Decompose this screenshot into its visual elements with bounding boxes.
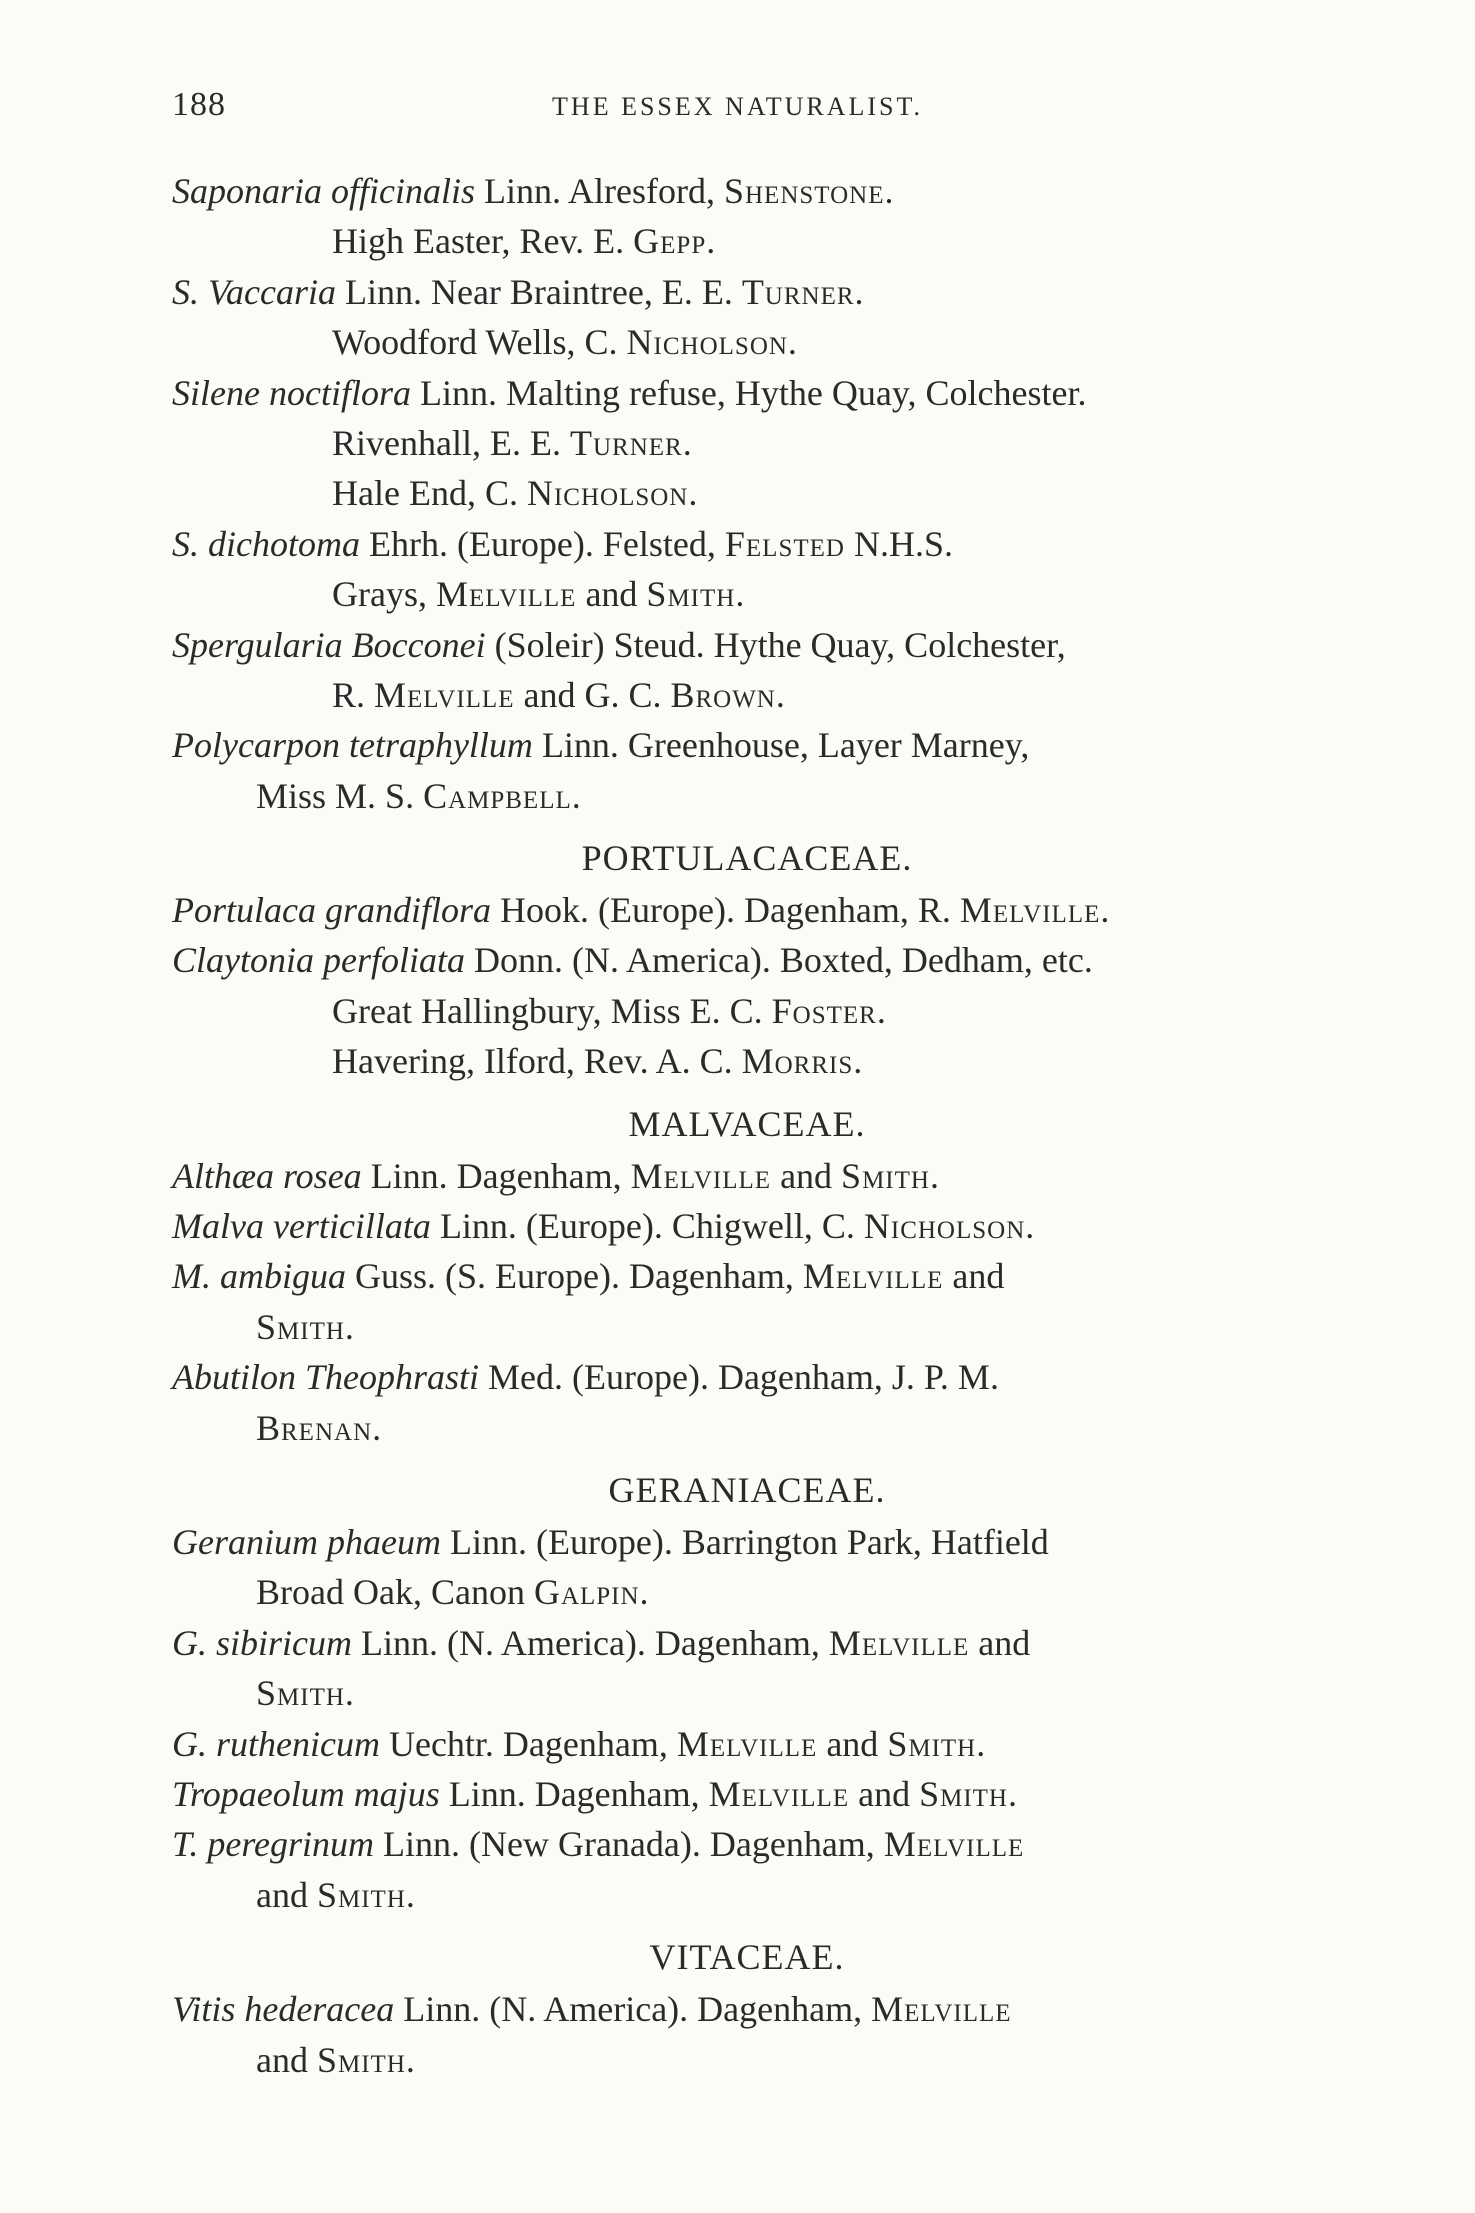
recorder-name: Smith. <box>919 1773 1018 1814</box>
entry-continuation <box>172 1870 1322 1920</box>
recorder-name: Smith. <box>256 1306 355 1347</box>
entry-text: Hale End, C. <box>332 473 527 514</box>
entry-text: Linn. (Europe). Chigwell, C. <box>430 1206 864 1247</box>
entry-continuation <box>172 986 1322 1036</box>
entry-continuation <box>172 1567 1322 1617</box>
recorder-name: Galpin. <box>533 1572 650 1613</box>
page-body <box>172 166 1322 2085</box>
entry-text: and <box>771 1155 842 1196</box>
species-name: Portulaca grandiflora <box>172 890 492 931</box>
entry-continuation <box>172 468 1322 518</box>
entry-text: and <box>969 1622 1031 1663</box>
species-name: Silene noctiflora <box>172 372 411 413</box>
species-name: Malva verticillata <box>172 1206 431 1247</box>
recorder-name: Smith. <box>887 1723 987 1764</box>
entry-text: Linn. Alresford, <box>475 171 724 211</box>
entry-text: Woodford Wells, C. <box>332 322 627 363</box>
entry-claytonia <box>172 935 1322 985</box>
entry-text: Broad Oak, Canon <box>256 1572 534 1613</box>
entry-text: and <box>849 1773 920 1814</box>
section-heading-portulacaceae: PORTULACACEAE. <box>581 838 913 879</box>
entry-text: Ehrh. (Europe). Felsted, <box>359 523 725 564</box>
page-number: 188 <box>172 86 226 123</box>
entry-text: Grays, <box>332 574 436 615</box>
recorder-name: Morris. <box>741 1041 864 1082</box>
entry-text: High Easter, Rev. E. <box>332 221 634 262</box>
section-heading-vitaceae: VITACEAE. <box>649 1937 845 1978</box>
entry-text: Hook. (Europe). Dagenham, R. <box>491 890 960 931</box>
recorder-name: Melville <box>828 1622 970 1663</box>
entry-text: Linn. Malting refuse, Hythe Quay, Colchester. <box>410 372 1087 413</box>
section-heading-malvaceae: MALVACEAE. <box>628 1103 866 1144</box>
entry-polycarpon <box>172 720 1322 770</box>
entry-text: and <box>576 574 647 615</box>
recorder-name: Nicholson. <box>526 473 699 514</box>
species-name: Vitis hederacea <box>172 1989 395 2030</box>
entry-silene <box>172 368 1322 418</box>
entry-text: and <box>943 1256 1005 1297</box>
species-name: Tropaeolum majus <box>172 1773 440 1814</box>
recorder-name: Melville <box>435 574 577 615</box>
entry-althaea <box>172 1151 1322 1201</box>
entry-text: Linn. Dagenham, <box>361 1155 631 1196</box>
entry-text: Linn. Dagenham, <box>439 1773 709 1814</box>
running-header <box>0 86 1475 126</box>
recorder-name: Turner. <box>741 271 865 312</box>
entry-vitis <box>172 1984 1322 2034</box>
entry-text: R. <box>332 674 375 715</box>
entry-continuation <box>172 670 1322 720</box>
recorder-name: Felsted <box>724 523 845 564</box>
recorder-name: Shenstone. <box>723 171 895 211</box>
recorder-name: Turner. <box>569 422 693 463</box>
entry-text: and G. C. <box>514 674 671 715</box>
entry-text: Great Hallingbury, Miss E. C. <box>332 990 772 1031</box>
recorder-name: Melville <box>802 1256 944 1297</box>
entry-vaccaria <box>172 267 1322 317</box>
entry-continuation <box>172 1403 1322 1453</box>
entry-text: N.H.S. <box>844 523 953 564</box>
entry-dichotoma <box>172 519 1322 569</box>
running-title: THE ESSEX NATURALIST. <box>552 92 923 121</box>
entry-geranium-phaeum <box>172 1517 1322 1567</box>
entry-continuation <box>172 2035 1322 2085</box>
species-name: Geranium phaeum <box>172 1521 441 1562</box>
recorder-name: Melville <box>871 1989 1012 2030</box>
entry-continuation <box>172 317 1322 367</box>
entry-text: Guss. (S. Europe). Dagenham, <box>346 1256 803 1297</box>
species-name: G. sibiricum <box>172 1622 352 1663</box>
entry-ambigua <box>172 1251 1322 1301</box>
recorder-name: Foster. <box>771 990 887 1031</box>
recorder-name: Brown. <box>670 674 786 715</box>
entry-continuation <box>172 1668 1322 1718</box>
recorder-name: Smith. <box>256 1673 355 1714</box>
entry-continuation <box>172 1302 1322 1352</box>
recorder-name: Campbell. <box>423 775 582 816</box>
entry-text: Havering, Ilford, Rev. A. C. <box>332 1041 742 1082</box>
entry-peregrinum <box>172 1819 1322 1869</box>
recorder-name: Smith. <box>316 1874 416 1915</box>
entry-sibiricum <box>172 1618 1322 1668</box>
recorder-name: Melville <box>374 674 515 715</box>
entry-continuation <box>172 771 1322 821</box>
section-heading-geraniaceae: GERANIACEAE. <box>608 1469 886 1510</box>
species-name: Althæa rosea <box>172 1155 362 1196</box>
species-name: Abutilon Theophrasti <box>172 1357 480 1398</box>
entry-text: Linn. (New Granada). Dagenham, <box>374 1824 884 1865</box>
species-name: M. ambigua <box>172 1256 346 1297</box>
entry-text: Linn. (N. America). Dagenham, <box>352 1622 829 1663</box>
entry-tropaeolum <box>172 1769 1322 1819</box>
entry-text: (Soleir) Steud. Hythe Quay, Colchester, <box>485 624 1066 665</box>
recorder-name: Melville <box>708 1773 850 1814</box>
entry-spergularia <box>172 620 1322 670</box>
species-name: Polycarpon tetraphyllum <box>172 725 533 766</box>
entry-text: Linn. Near Braintree, E. E. <box>335 271 742 312</box>
recorder-name: Gepp. <box>633 221 717 262</box>
entry-text: and <box>256 1874 317 1915</box>
entry-text: Uechtr. Dagenham, <box>379 1723 677 1764</box>
entry-text: Linn. (Europe). Barrington Park, Hatfield <box>440 1521 1049 1562</box>
recorder-name: Melville <box>883 1824 1025 1865</box>
species-name: S. Vaccaria <box>172 271 336 312</box>
species-name: G. ruthenicum <box>172 1723 380 1764</box>
entry-text: Med. (Europe). Dagenham, J. P. M. <box>479 1357 999 1398</box>
entry-text: and <box>817 1723 888 1764</box>
recorder-name: Smith. <box>316 2039 416 2080</box>
entry-text: Linn. (N. America). Dagenham, <box>394 1989 872 2030</box>
entry-malva <box>172 1201 1322 1251</box>
entry-text: Rivenhall, E. E. <box>332 422 570 463</box>
entry-continuation <box>172 418 1322 468</box>
entry-text: Miss M. S. <box>256 775 424 816</box>
entry-portulaca <box>172 885 1322 935</box>
entry-saponaria <box>172 166 1322 216</box>
recorder-name: Melville <box>630 1155 772 1196</box>
recorder-name: Melville <box>676 1723 818 1764</box>
recorder-name: Brenan. <box>256 1407 383 1448</box>
species-name: Spergularia Bocconei <box>172 624 486 665</box>
entry-continuation <box>172 1036 1322 1086</box>
species-name: Saponaria officinalis <box>172 171 476 211</box>
recorder-name: Nicholson. <box>626 322 798 363</box>
entry-ruthenicum <box>172 1719 1322 1769</box>
species-name: T. peregrinum <box>172 1824 374 1865</box>
recorder-name: Melville. <box>959 890 1111 931</box>
entry-abutilon <box>172 1352 1322 1402</box>
species-name: Claytonia perfoliata <box>172 940 465 981</box>
recorder-name: Smith. <box>841 1155 940 1196</box>
entry-continuation <box>172 216 1322 266</box>
entry-continuation <box>172 569 1322 619</box>
recorder-name: Nicholson. <box>863 1206 1036 1247</box>
recorder-name: Smith. <box>646 574 746 615</box>
entry-text: Linn. Greenhouse, Layer Marney, <box>532 725 1030 766</box>
entry-text: Donn. (N. America). Boxted, Dedham, etc. <box>465 940 1093 981</box>
entry-text: and <box>256 2039 317 2080</box>
species-name: S. dichotoma <box>172 523 360 564</box>
